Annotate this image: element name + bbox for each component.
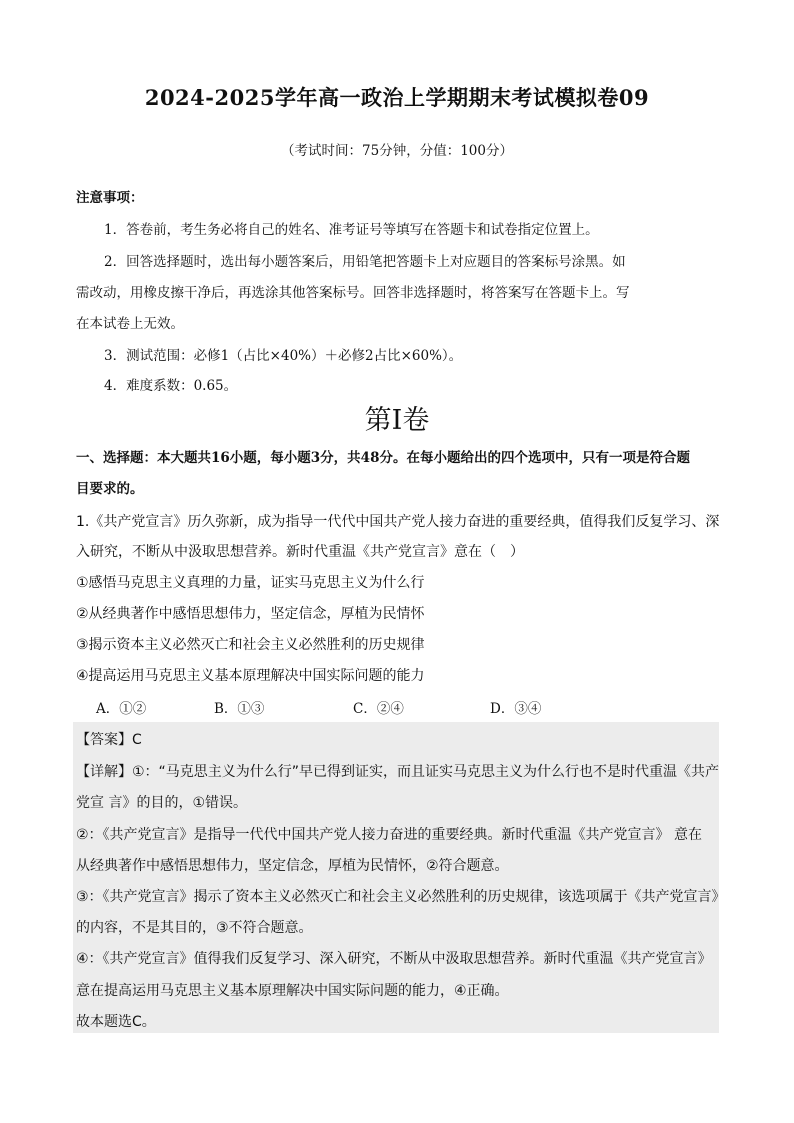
question-item: ②从经典著作中感悟思想伟力，坚定信念，厚植为民情怀: [76, 606, 425, 622]
explanation-line: ②：《共产党宣言》是指导一代代中国共产党人接力奋进的重要经典。新时代重温《共产党宣言》 意在: [76, 827, 702, 843]
explanation-conclusion: 故本题选C。: [76, 1014, 156, 1030]
question-item: ④提高运用马克思主义基本原理解决中国实际问题的能力: [76, 668, 425, 684]
note-line: 3．测试范围：必修1（占比×40%）＋必修2占比×60%）。: [104, 348, 463, 364]
choice-c: C．②④: [353, 701, 404, 717]
exam-title: 2024-2025学年高一政治上学期期末考试模拟卷09: [144, 85, 650, 110]
notes-heading: 注意事项：: [76, 190, 144, 206]
note-line: 4．难度系数：0.65。: [104, 378, 238, 394]
choice-a: A．①②: [96, 701, 147, 717]
volume-title: 第Ⅰ卷: [364, 405, 430, 436]
explanation-line: 的内容，不是其目的，③不符合题意。: [76, 920, 313, 936]
answer-choices: [96, 697, 656, 717]
choice-d: D．③④: [490, 701, 542, 717]
section-instructions-cont: 目要求的。: [76, 481, 144, 497]
question-stem-cont: 入研究，不断从中汲取思想营养。新时代重温《共产党宣言》意在（ ）: [76, 544, 524, 560]
explanation-line: 党宣 言》的目的，①错误。: [76, 795, 248, 811]
explanation-line: ③：《共产党宣言》揭示了资本主义必然灭亡和社会主义必然胜利的历史规律，该选项属于《共产党宣言》: [76, 889, 726, 905]
section-instructions: 一、选择题：本大题共16小题，每小题3分，共48分。在每小题给出的四个选项中，只有一项是符合题: [76, 450, 690, 466]
note-line: 1．答卷前，考生务必将自己的姓名、准考证号等填写在答题卡和试卷指定位置上。: [104, 222, 599, 238]
note-line: 2．回答选择题时，选出每小题答案后，用铅笔把答题卡上对应题目的答案标号涂黑。如: [104, 254, 626, 270]
explanation-line: 意在提高运用马克思主义基本原理解决中国实际问题的能力，④正确。: [76, 983, 509, 999]
choice-b: B．①③: [214, 701, 265, 717]
note-line: 需改动，用橡皮擦干净后，再选涂其他答案标号。回答非选择题时，将答案写在答题卡上。写: [76, 285, 630, 301]
answer-label: 【答案】C: [76, 732, 142, 748]
explanation-line: ④：《共产党宣言》值得我们反复学习、深入研究，不断从中汲取思想营养。新时代重温《共产党宣言》: [76, 951, 712, 967]
explanation-line: 从经典著作中感悟思想伟力，坚定信念，厚植为民情怀，②符合题意。: [76, 858, 509, 874]
exam-duration-score: （考试时间：75分钟，分值：100分）: [281, 143, 513, 159]
note-line: 在本试卷上无效。: [76, 316, 184, 332]
question-item: ③揭示资本主义必然灭亡和社会主义必然胜利的历史规律: [76, 637, 425, 653]
question-stem: 1.《共产党宣言》历久弥新，成为指导一代代中国共产党人接力奋进的重要经典，值得我们反复学习、深: [76, 514, 720, 530]
explanation-line: 【详解】①：“马克思主义为什么行”早已得到证实，而且证实马克思主义为什么行也不是时代重温《共产: [76, 764, 720, 780]
question-item: ①感悟马克思主义真理的力量，证实马克思主义为什么行: [76, 575, 425, 591]
